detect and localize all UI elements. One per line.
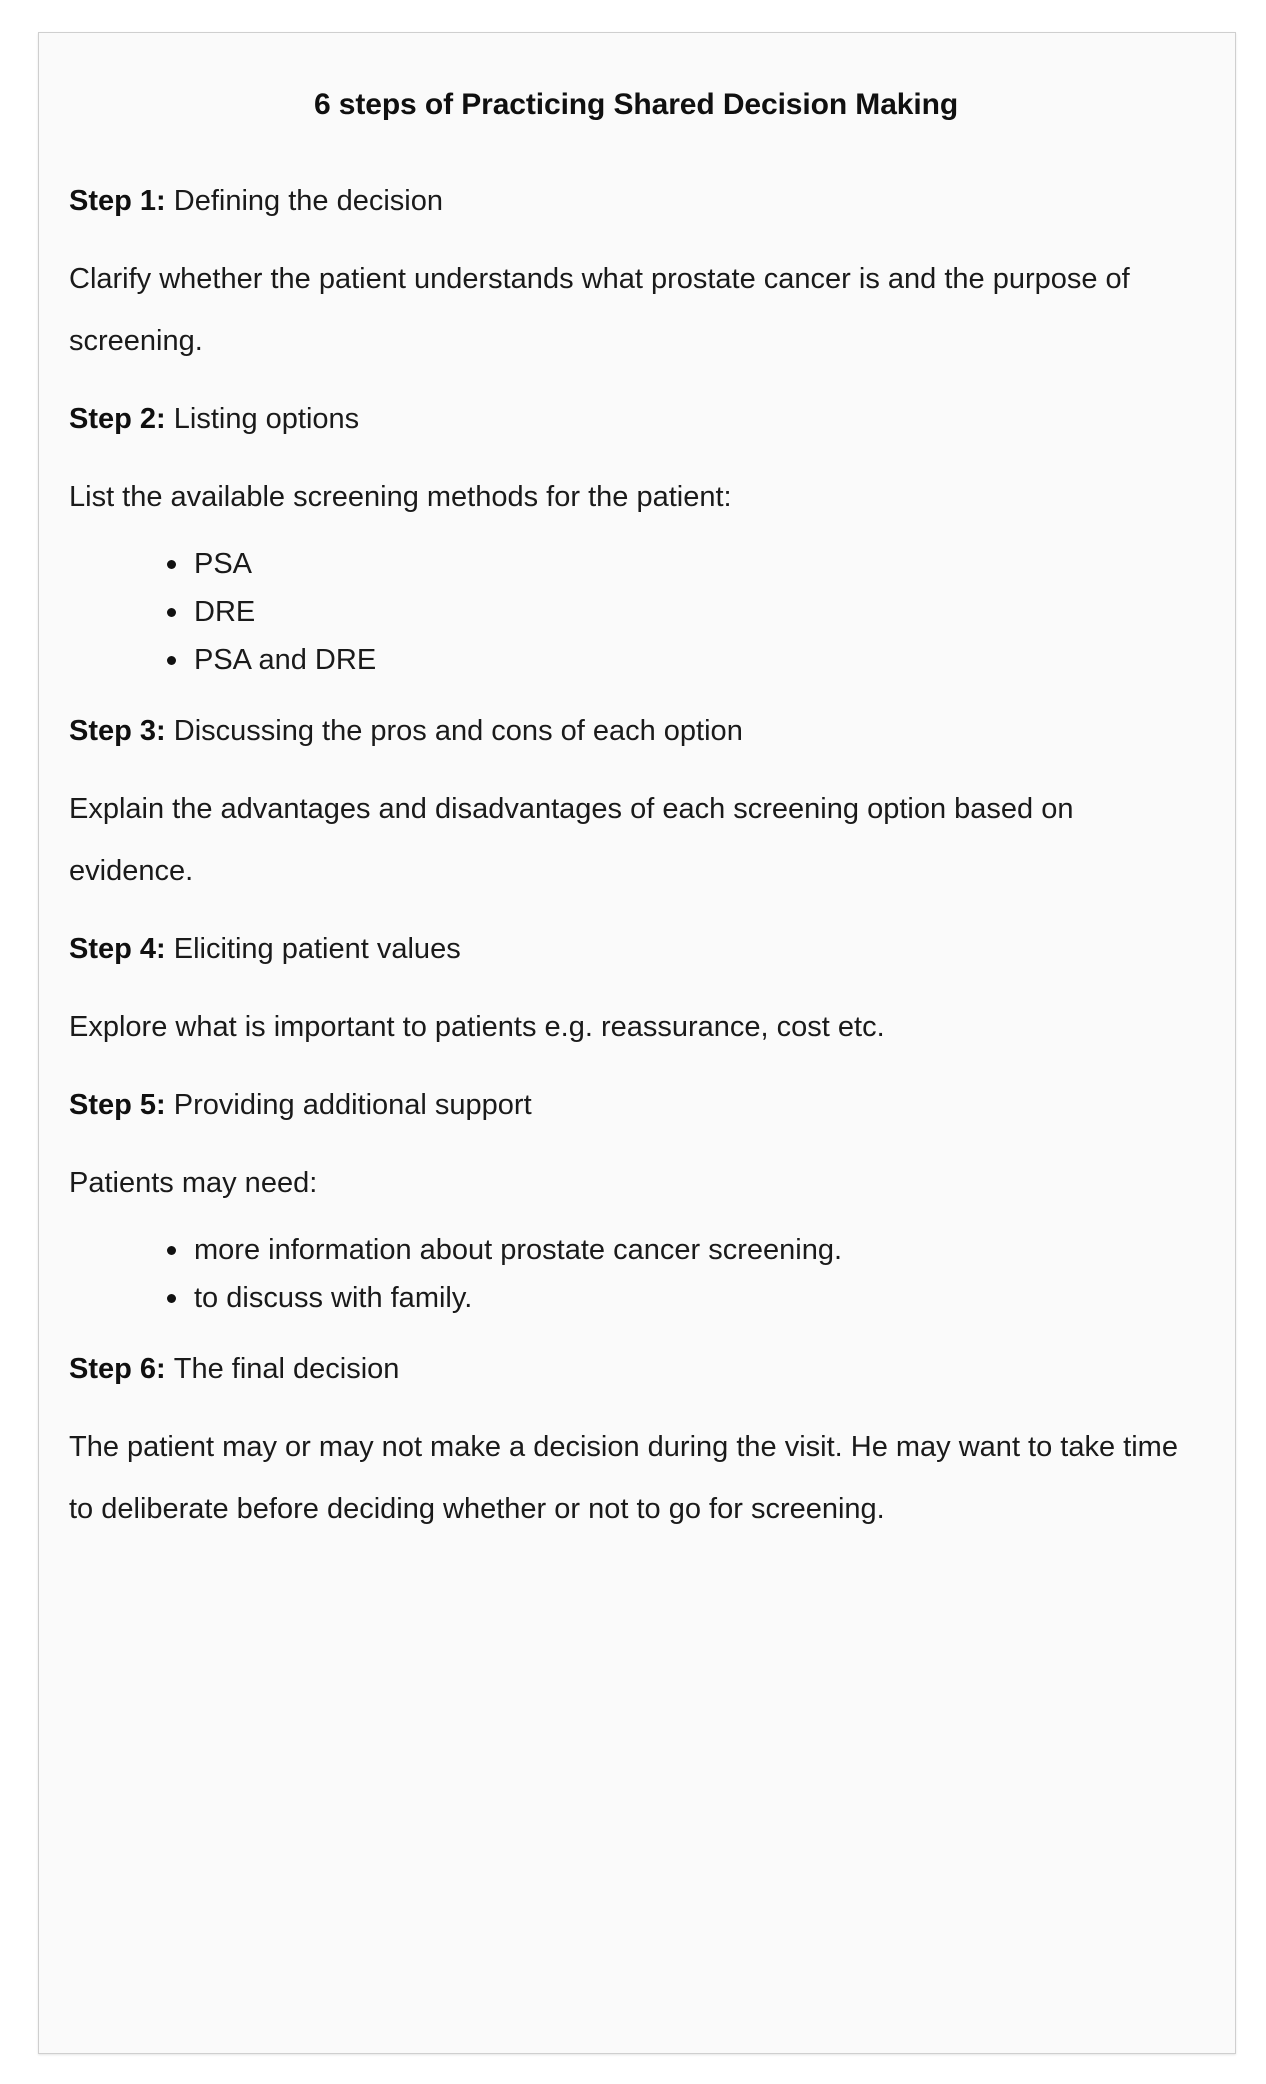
spacer — [69, 124, 1203, 170]
spacer — [69, 684, 1203, 700]
step-4-title: Eliciting patient values — [173, 933, 461, 965]
step-5-heading — [69, 1074, 1203, 1136]
spacer — [69, 450, 1203, 466]
sep — [166, 933, 174, 965]
sep — [166, 1089, 174, 1121]
document-card — [38, 32, 1236, 2054]
list-item — [69, 1274, 1203, 1322]
list-item — [69, 636, 1203, 684]
step-4-body: Explore what is important to patients e.g. reassurance, cost etc. — [69, 1011, 885, 1043]
spacer — [69, 1322, 1203, 1338]
list-item — [69, 588, 1203, 636]
spacer — [69, 372, 1203, 388]
page-title: 6 steps of Practicing Shared Decision Making — [313, 88, 959, 121]
step-6-title: The final decision — [173, 1353, 400, 1385]
sep — [166, 403, 174, 435]
list-item-label: PSA and DRE — [194, 644, 377, 676]
step-3-body: Explain the advantages and disadvantages of each screening option based on evidence. — [69, 793, 1074, 887]
bullet-dot-icon — [167, 560, 176, 569]
spacer — [69, 1058, 1203, 1074]
bullet-dot-icon — [167, 1294, 176, 1303]
spacer — [69, 1400, 1203, 1416]
bullet-dot-icon — [167, 656, 176, 665]
step-2-body: List the available screening methods for the patient: — [69, 481, 732, 513]
step-1-heading-text — [166, 185, 174, 217]
step-1-label: Step 1: — [69, 185, 166, 217]
spacer — [69, 1136, 1203, 1152]
step-1-body: Clarify whether the patient understands what prostate cancer is and the purpose of screening. — [69, 263, 1130, 357]
step-2-label: Step 2: — [69, 403, 166, 435]
spacer — [69, 762, 1203, 778]
step-4-heading — [69, 918, 1203, 980]
bullet-dot-icon — [167, 608, 176, 617]
spacer — [69, 980, 1203, 996]
sep — [166, 715, 174, 747]
list-item — [69, 1226, 1203, 1274]
step-3-title: Discussing the pros and cons of each option — [173, 715, 743, 747]
step-4-label: Step 4: — [69, 933, 166, 965]
bullet-dot-icon — [167, 1246, 176, 1255]
spacer — [69, 1214, 1203, 1226]
step-1-heading — [69, 170, 1203, 232]
spacer — [69, 232, 1203, 248]
list-item-label: DRE — [194, 596, 256, 628]
step-6-heading — [69, 1338, 1203, 1400]
list-item — [69, 540, 1203, 588]
spacer — [69, 528, 1203, 540]
step-5-bullet-list — [69, 1226, 1203, 1322]
step-5-body: Patients may need: — [69, 1167, 318, 1199]
step-3-heading — [69, 700, 1203, 762]
list-item-label: to discuss with family. — [194, 1282, 473, 1314]
step-5-title: Providing additional support — [173, 1089, 532, 1121]
step-1-title: Defining the decision — [173, 185, 443, 217]
step-3-label: Step 3: — [69, 715, 166, 747]
step-5-label: Step 5: — [69, 1089, 166, 1121]
list-item-label: more information about prostate cancer screening. — [194, 1234, 843, 1266]
step-2-heading — [69, 388, 1203, 450]
step-2-bullet-list — [69, 540, 1203, 684]
sep — [166, 1353, 174, 1385]
step-6-body: The patient may or may not make a decision during the visit. He may want to take time to deliberate before deciding whether or not to go for screening. — [69, 1431, 1178, 1525]
list-item-label: PSA — [194, 548, 253, 580]
spacer — [69, 902, 1203, 918]
document-content — [39, 33, 1235, 1580]
step-2-title: Listing options — [173, 403, 360, 435]
step-6-label: Step 6: — [69, 1353, 166, 1385]
